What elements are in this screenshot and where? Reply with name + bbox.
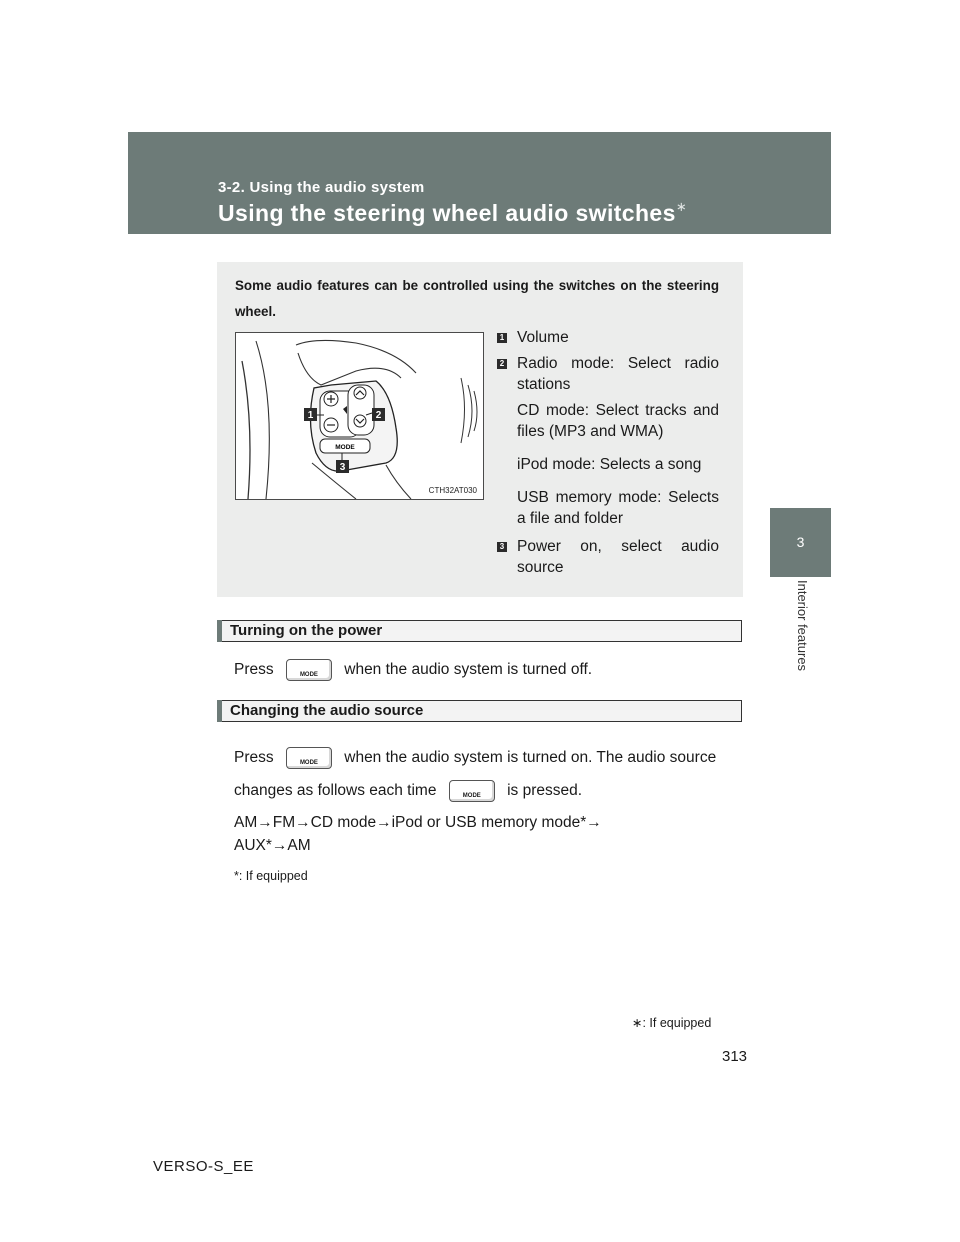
press-text: Press	[234, 661, 274, 679]
legend-text: iPod mode: Selects a song	[517, 456, 702, 473]
instruction-text: is pressed.	[507, 782, 583, 800]
legend-text: CD mode: Select tracks and files (MP3 and WMA)	[517, 402, 719, 440]
steering-wheel-illustration	[236, 333, 483, 499]
section-label: 3-2. Using the audio system	[218, 179, 425, 196]
source-instruction-line1	[234, 747, 739, 769]
mode-key-label: MODE	[299, 672, 318, 678]
heading-turning-on	[217, 620, 742, 642]
page-title-text: Using the steering wheel audio switches	[218, 200, 676, 226]
legend-text: Volume	[517, 329, 569, 346]
page-number: 313	[722, 1048, 748, 1065]
mode-key-label: MODE	[462, 793, 481, 799]
model-code: VERSO-S_EE	[153, 1158, 254, 1175]
callout-3: 3	[339, 462, 346, 473]
callout-2: 2	[375, 410, 382, 421]
legend-marker-2: 2	[497, 359, 507, 369]
page-footnote: ∗: If equipped	[632, 1016, 712, 1030]
press-text: Press	[234, 749, 274, 767]
power-instruction	[234, 659, 592, 681]
instruction-text: changes as follows each time	[234, 782, 437, 800]
legend-text: USB memory mode: Selects a file and folder	[517, 489, 719, 527]
source-instruction-line2	[234, 780, 582, 802]
mode-key-icon	[449, 780, 495, 802]
callout-1: 1	[307, 410, 314, 421]
chapter-number: 3	[796, 534, 805, 550]
chapter-tab	[770, 508, 831, 577]
mode-key-icon	[286, 747, 332, 769]
source-sequence-line1: AM→FM→CD mode→iPod or USB memory mode*→	[234, 814, 602, 831]
equipped-mark: ∗	[675, 199, 688, 214]
page-title	[218, 199, 687, 227]
intro-text: Some audio features can be controlled using the switches on the steering wheel.	[235, 278, 719, 319]
instruction-text: when the audio system is turned off.	[344, 661, 593, 679]
steering-switch-figure	[235, 332, 484, 500]
heading-text: Turning on the power	[230, 622, 383, 639]
legend-text: Power on, select audio source	[517, 538, 719, 576]
legend-text: Radio mode: Select radio stations	[517, 355, 719, 393]
chapter-label: Interior features	[795, 580, 810, 672]
figure-code: CTH32AT030	[428, 486, 477, 495]
legend-marker-1: 1	[497, 333, 507, 343]
mode-key-icon	[286, 659, 332, 681]
footnote: *: If equipped	[234, 869, 308, 883]
legend-marker-3: 3	[497, 542, 507, 552]
instruction-text: when the audio system is turned on. The audio source	[344, 749, 717, 767]
heading-text: Changing the audio source	[230, 702, 424, 719]
mode-key-label: MODE	[299, 760, 318, 766]
figure-mode-label: MODE	[335, 444, 355, 451]
heading-changing-source	[217, 700, 742, 722]
source-sequence-line2: AUX*→AM	[234, 837, 311, 854]
